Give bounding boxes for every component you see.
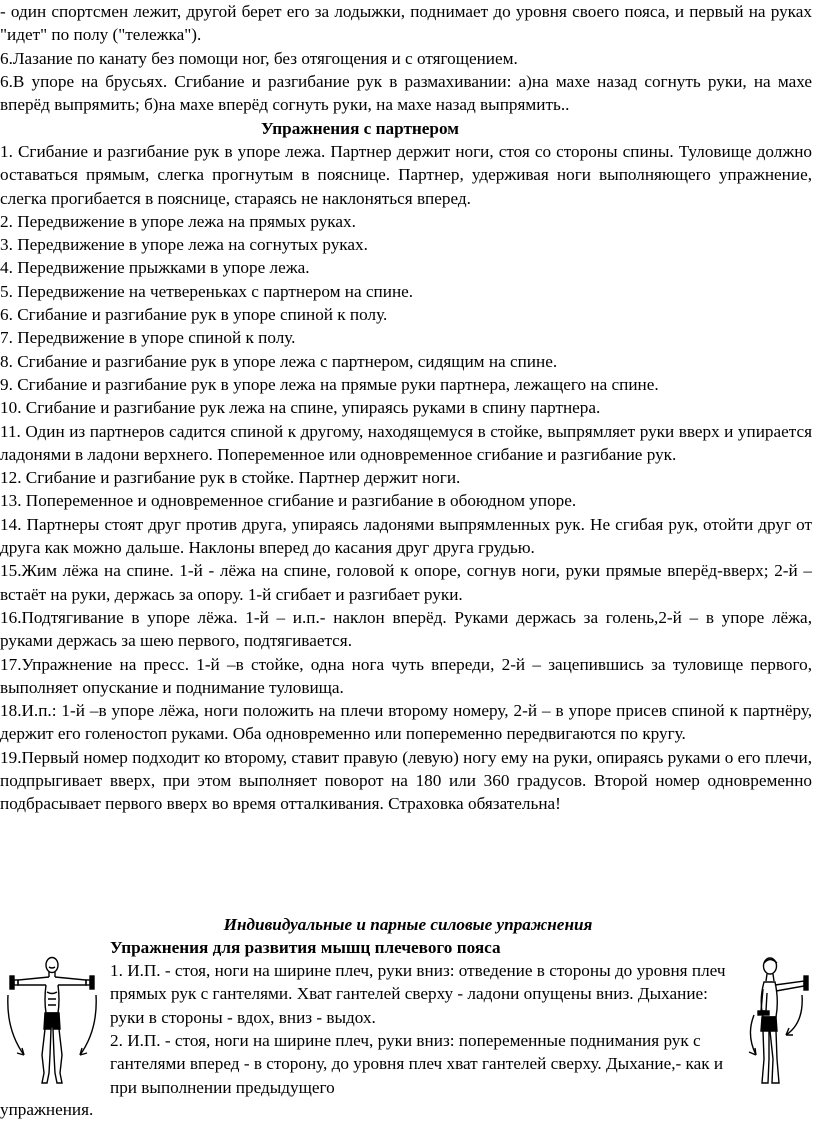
list-item: 1. Сгибание и разгибание рук в упоре лежа. Партнер держит ноги, стоя со стороны спины. Туловище должно оставаться прямым, слегка прогнутым в пояснице. Партнер, удерживая ноги выполняющего упражнение, слегка прогибается в пояснице, стараясь не наклоняться вперед.	[0, 142, 812, 208]
list-item: 10. Сгибание и разгибание рук лежа на спине, упираясь руками в спину партнера.	[0, 398, 601, 418]
strength-item-2: 2. И.П. - стоя, ноги на ширине плеч, руки вниз: попеременные поднимания рук с гантелями вперед - в сторону, до уровня плеч хват гантелей сверху. Дыхание,- как и при выполнении предыдущего	[110, 1031, 724, 1097]
strength-item-1: 1. И.П. - стоя, ноги на ширине плеч, руки вниз: отведение в стороны до уровня плеч прямых рук с гантелями. Хват гантелей сверху - ладони опущены вниз. Дыхание: руки в стороны - вдох, вниз - выдох.	[110, 961, 726, 1027]
list-item: 13. Попеременное и одновременное сгибание и разгибание в обоюдном упоре.	[0, 491, 577, 511]
section-heading: Упражнения с партнером	[261, 119, 459, 138]
list-item: 5. Передвижение на четвереньках с партнером на спине.	[0, 281, 414, 301]
list-item: 16.Подтягивание в упоре лёжа. 1-й – и.п.- наклон вперёд. Руками держась за голень,2-й – в упоре лёжа, руками держась за шею первого, подтягивается.	[0, 607, 812, 651]
intro-paragraph: - один спортсмен лежит, другой берет его за лодыжки, поднимает до уровня своего пояса, и первый на руках "идет" по полу ("тележка").	[0, 2, 812, 45]
list-item: 11. Один из партнеров садится спиной к другому, находящемуся в стойке, выпрямляет руки вверх и упирается ладонями в ладони верхнего. Попеременное или одновременное сгибание и разгибание рук.	[0, 421, 812, 464]
list-item: 15.Жим лёжа на спине. 1-й - лёжа на спине, головой к опоре, согнув ноги, руки прямые вперёд-вверх; 2-й – встаёт на руки, держась за опору. 1-й сгибает и разгибает руки.	[0, 561, 812, 604]
list-item: 17.Упражнение на пресс. 1-й –в стойке, одна нога чуть впереди, 2-й – зацепившись за туловище первого, выполняет опускание и поднимание туловища.	[0, 654, 812, 697]
section-heading-italic: Индивидуальные и парные силовые упражнения	[223, 915, 593, 934]
list-item: 6. Сгибание и разгибание рук в упоре спиной к полу.	[0, 305, 388, 325]
side-front-raise-figure	[742, 955, 816, 1095]
subsection-heading: Упражнения для развития мышц плечевого пояса	[110, 938, 501, 957]
list-item: 14. Партнеры стоят друг против друга, упираясь ладонями выпрямленных рук. Не сгибая рук, отойти друг от друга как можно дальше. Наклоны вперед до касания друг друга грудью.	[0, 514, 812, 558]
list-item: 3. Передвижение в упоре лежа на согнутых руках.	[0, 235, 368, 255]
list-item: 9. Сгибание и разгибание рук в упоре лежа на прямые руки партнера, лежащего на спине.	[0, 374, 659, 394]
front-lateral-raise-figure	[0, 955, 104, 1095]
intro-paragraph: 6.В упоре на брусьях. Сгибание и разгибание рук в размахивании: а)на махе назад согнуть руки, на махе вперёд выпрямить; б)на махе вперёд согнуть руки, на махе назад выпрямить..	[0, 71, 812, 115]
list-item: 19.Первый номер подходит ко второму, ставит правую (левую) ногу ему на руки, опираясь руками о его плечи, подпрыгивает вверх, при этом выполняет поворот на 180 или 360 градусов. Второй номер одновременно подбрасывает первого вверх во время отталкивания. Страховка обязательна!	[0, 747, 812, 814]
list-item: 8. Сгибание и разгибание рук в упоре лежа с партнером, сидящим на спине.	[0, 351, 558, 371]
list-item: 18.И.п.: 1-й –в упоре лёжа, ноги положить на плечи второму номеру, 2-й – в упоре присев спиной к партнёру, держит его голеностоп руками. Оба одновременно или попеременно передвигаются по кругу.	[0, 701, 812, 744]
strength-item-2-end: упражнения.	[0, 1100, 94, 1119]
list-item: 12. Сгибание и разгибание рук в стойке. Партнер держит ноги.	[0, 468, 461, 488]
intro-paragraph: 6.Лазание по канату без помощи ног, без отягощения и с отягощением.	[0, 48, 518, 68]
partner-exercise-list	[0, 140, 812, 816]
list-item: 4. Передвижение прыжками в упоре лежа.	[0, 258, 310, 278]
list-item: 7. Передвижение в упоре спиной к полу.	[0, 328, 296, 348]
intro-section	[0, 0, 812, 116]
list-item: 2. Передвижение в упоре лежа на прямых руках.	[0, 211, 356, 231]
